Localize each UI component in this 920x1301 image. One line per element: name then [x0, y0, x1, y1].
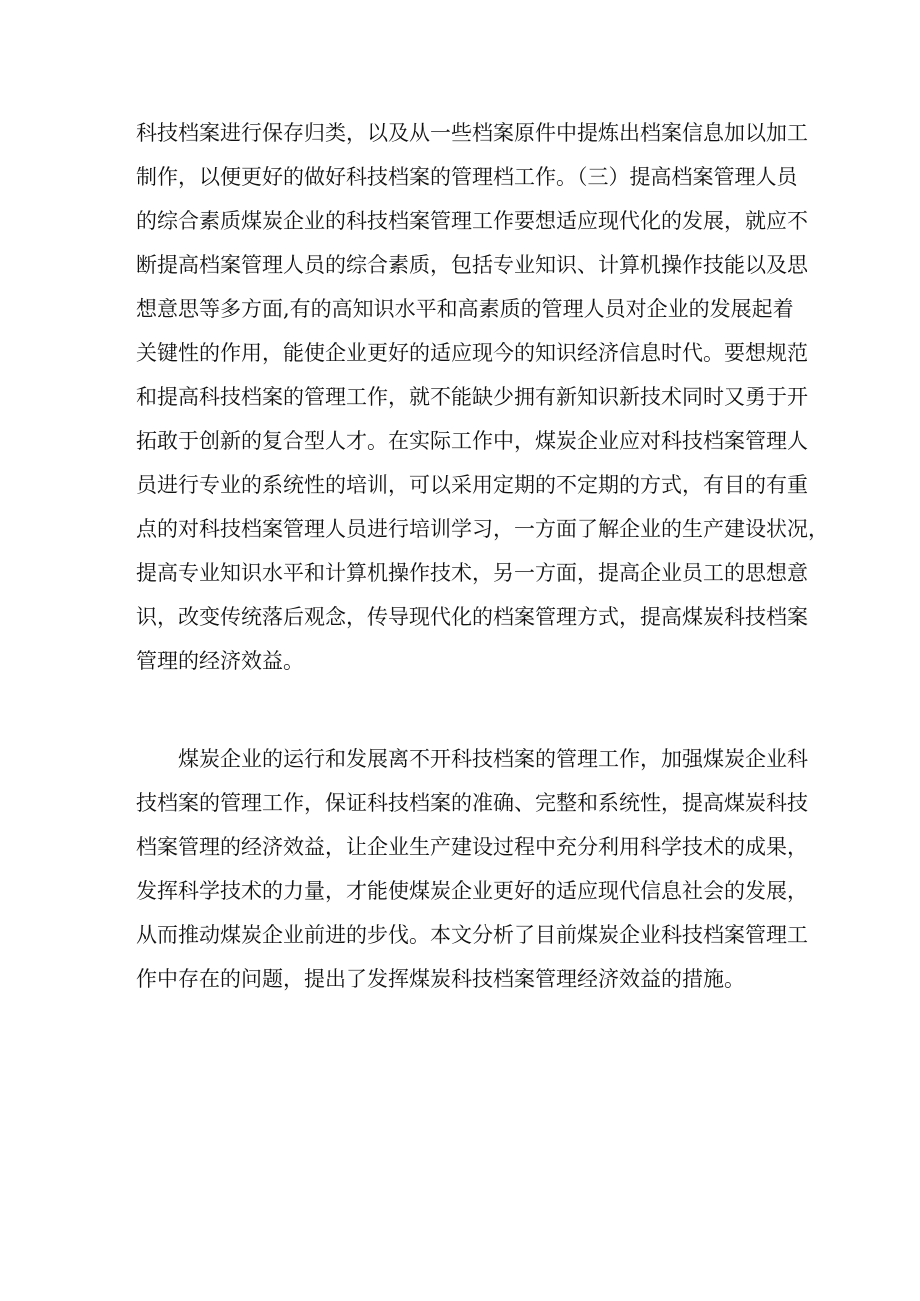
text-line: 作中存在的问题，提出了发挥煤炭科技档案管理经济效益的措施。	[136, 967, 745, 991]
text-line: 科技档案进行保存归类，以及从一些档案原件中提炼出档案信息加以加工	[136, 121, 808, 145]
text-line: 员进行专业的系统性的培训，可以采用定期的不定期的方式，有目的有重	[136, 473, 808, 497]
text-line: 技档案的管理工作，保证科技档案的准确、完整和系统性，提高煤炭科技	[136, 791, 808, 815]
text-line: 档案管理的经济效益，让企业生产建设过程中充分利用科学技术的成果，	[136, 835, 808, 859]
text-line: 从而推动煤炭企业前进的步伐。本文分析了目前煤炭企业科技档案管理工	[136, 923, 808, 947]
text-line: 和提高科技档案的管理工作，就不能缺少拥有新知识新技术同时又勇于开	[136, 385, 808, 409]
text-line: 断提高档案管理人员的综合素质，包括专业知识、计算机操作技能以及思	[136, 253, 808, 277]
text-line: 发挥科学技术的力量，才能使煤炭企业更好的适应现代信息社会的发展，	[136, 879, 808, 903]
text-line: 的综合素质煤炭企业的科技档案管理工作要想适应现代化的发展，就应不	[136, 209, 808, 233]
text-line: 管理的经济效益。	[136, 649, 304, 673]
paragraph-1	[136, 111, 829, 683]
text-line: 煤炭企业的运行和发展离不开科技档案的管理工作，加强煤炭企业科	[178, 747, 808, 771]
text-line: 提高专业知识水平和计算机操作技术，另一方面，提高企业员工的思想意	[136, 561, 808, 585]
text-line: 关键性的作用，能使企业更好的适应现今的知识经济信息时代。要想规范	[136, 341, 808, 365]
text-line: 识，改变传统落后观念，传导现代化的档案管理方式，提高煤炭科技档案	[136, 605, 808, 629]
text-line: 制作，以便更好的做好科技档案的管理档工作。（三）提高档案管理人员	[136, 165, 798, 189]
paragraph-2	[136, 737, 808, 1001]
text-line: 拓敢于创新的复合型人才。在实际工作中，煤炭企业应对科技档案管理人	[136, 429, 808, 453]
text-line: 点的对科技档案管理人员进行培训学习，一方面了解企业的生产建设状况，	[136, 517, 829, 541]
text-line: 想意思等多方面,有的高知识水平和高素质的管理人员对企业的发展起着	[136, 297, 794, 321]
